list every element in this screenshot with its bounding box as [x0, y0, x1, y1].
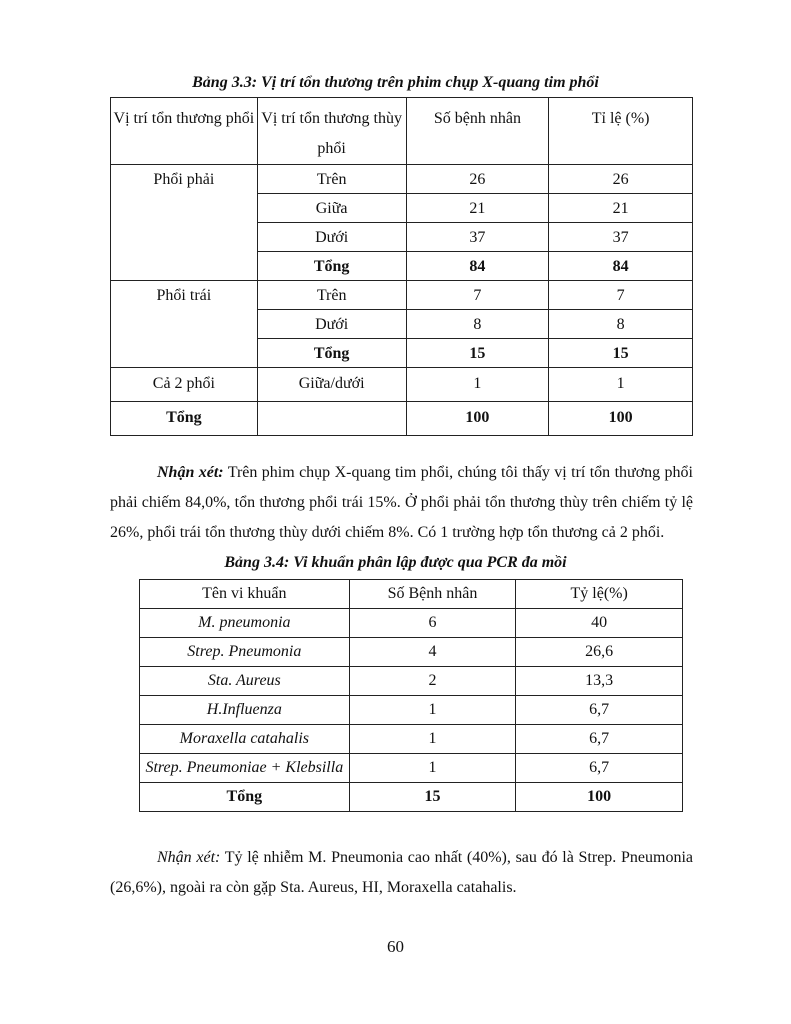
- count-cell: 84: [406, 252, 549, 281]
- lobe-cell: Trên: [257, 165, 406, 194]
- percent-cell: 21: [549, 194, 693, 223]
- percent-cell: 26,6: [516, 638, 683, 667]
- count-cell: 15: [406, 339, 549, 368]
- header-cell: Tên vi khuẩn: [140, 580, 350, 609]
- total-count-cell: 100: [406, 402, 549, 436]
- table-row: [140, 754, 683, 783]
- bacteria-name-cell: Strep. Pneumonia: [140, 638, 350, 667]
- count-cell: 1: [406, 368, 549, 402]
- comment-lead: Nhận xét:: [157, 849, 221, 866]
- header-cell: Vị trí tổn thương thùy phổi: [257, 98, 406, 165]
- bacteria-name-cell: Strep. Pneumoniae + Klebsilla: [140, 754, 350, 783]
- table-header-row: [111, 98, 693, 165]
- lobe-cell: Dưới: [257, 310, 406, 339]
- percent-cell: 6,7: [516, 754, 683, 783]
- bacteria-name-cell: Moraxella catahalis: [140, 725, 350, 754]
- group-cell-left-lung: Phổi trái: [111, 281, 258, 368]
- table-row: [111, 281, 693, 310]
- count-cell: 2: [349, 667, 516, 696]
- lobe-cell: Tổng: [257, 252, 406, 281]
- table-header-row: [140, 580, 683, 609]
- percent-cell: 15: [549, 339, 693, 368]
- bacteria-name-cell: Sta. Aureus: [140, 667, 350, 696]
- count-cell: 1: [349, 725, 516, 754]
- table-row: [140, 609, 683, 638]
- total-label-cell: Tổng: [140, 783, 350, 812]
- count-cell: 8: [406, 310, 549, 339]
- bacteria-name-cell: M. pneumonia: [140, 609, 350, 638]
- table-row: [140, 638, 683, 667]
- table-3-4-caption: Bảng 3.4: Vi khuẩn phân lập được qua PCR đa mồi: [224, 554, 567, 571]
- lobe-cell: Trên: [257, 281, 406, 310]
- percent-cell: 40: [516, 609, 683, 638]
- count-cell: 1: [349, 754, 516, 783]
- count-cell: 1: [349, 696, 516, 725]
- total-count-cell: 15: [349, 783, 516, 812]
- lobe-cell: Giữa/dưới: [257, 368, 406, 402]
- count-cell: 37: [406, 223, 549, 252]
- header-cell: Số Bệnh nhân: [349, 580, 516, 609]
- table-row: [140, 725, 683, 754]
- total-label-cell: Tổng: [111, 402, 258, 436]
- count-cell: 4: [349, 638, 516, 667]
- header-cell: Tỉ lệ (%): [549, 98, 693, 165]
- table-3-3-caption: Bảng 3.3: Vị trí tổn thương trên phim chụp X-quang tim phổi: [192, 74, 599, 91]
- bacteria-table: [139, 579, 683, 812]
- percent-cell: 13,3: [516, 667, 683, 696]
- comment-paragraph-1: [110, 458, 693, 548]
- percent-cell: 26: [549, 165, 693, 194]
- percent-cell: 1: [549, 368, 693, 402]
- lobe-cell: Tổng: [257, 339, 406, 368]
- total-row: [140, 783, 683, 812]
- percent-cell: 6,7: [516, 725, 683, 754]
- count-cell: 7: [406, 281, 549, 310]
- header-cell: Tỷ lệ(%): [516, 580, 683, 609]
- total-row: [111, 402, 693, 436]
- header-cell: Số bệnh nhân: [406, 98, 549, 165]
- percent-cell: 6,7: [516, 696, 683, 725]
- group-cell-right-lung: Phổi phải: [111, 165, 258, 281]
- table-row: [140, 696, 683, 725]
- group-cell-both-lungs: Cả 2 phổi: [111, 368, 258, 402]
- comment-paragraph-2: [110, 843, 693, 903]
- table-row: [140, 667, 683, 696]
- count-cell: 6: [349, 609, 516, 638]
- comment-lead: Nhận xét:: [157, 464, 224, 481]
- header-cell: Vị trí tổn thương phổi: [111, 98, 258, 165]
- total-percent-cell: 100: [516, 783, 683, 812]
- percent-cell: 7: [549, 281, 693, 310]
- total-lobe-cell: [257, 402, 406, 436]
- percent-cell: 37: [549, 223, 693, 252]
- bacteria-name-cell: H.Influenza: [140, 696, 350, 725]
- comment-text: Trên phim chụp X-quang tim phổi, chúng tôi thấy vị trí tổn thương phổi phải chiếm 84,0%, tổn thương phổi trái 15%. Ở phổi phải tổn thương thùy trên chiếm tỷ lệ 26%, phổi trái tổn thương thùy dưới chiếm 8%. Có 1 trường hợp tổn thương cả 2 phổi.: [110, 464, 694, 541]
- table-row: [111, 165, 693, 194]
- percent-cell: 8: [549, 310, 693, 339]
- comment-text: Tỷ lệ nhiễm M. Pneumonia cao nhất (40%), sau đó là Strep. Pneumonia (26,6%), ngoài ra còn gặp Sta. Aureus, HI, Moraxella catahalis.: [110, 849, 693, 896]
- total-percent-cell: 100: [549, 402, 693, 436]
- table-row: [111, 368, 693, 402]
- percent-cell: 84: [549, 252, 693, 281]
- page-number: 60: [387, 937, 404, 956]
- lobe-cell: Giữa: [257, 194, 406, 223]
- lesion-location-table: [110, 97, 693, 436]
- count-cell: 21: [406, 194, 549, 223]
- lobe-cell: Dưới: [257, 223, 406, 252]
- count-cell: 26: [406, 165, 549, 194]
